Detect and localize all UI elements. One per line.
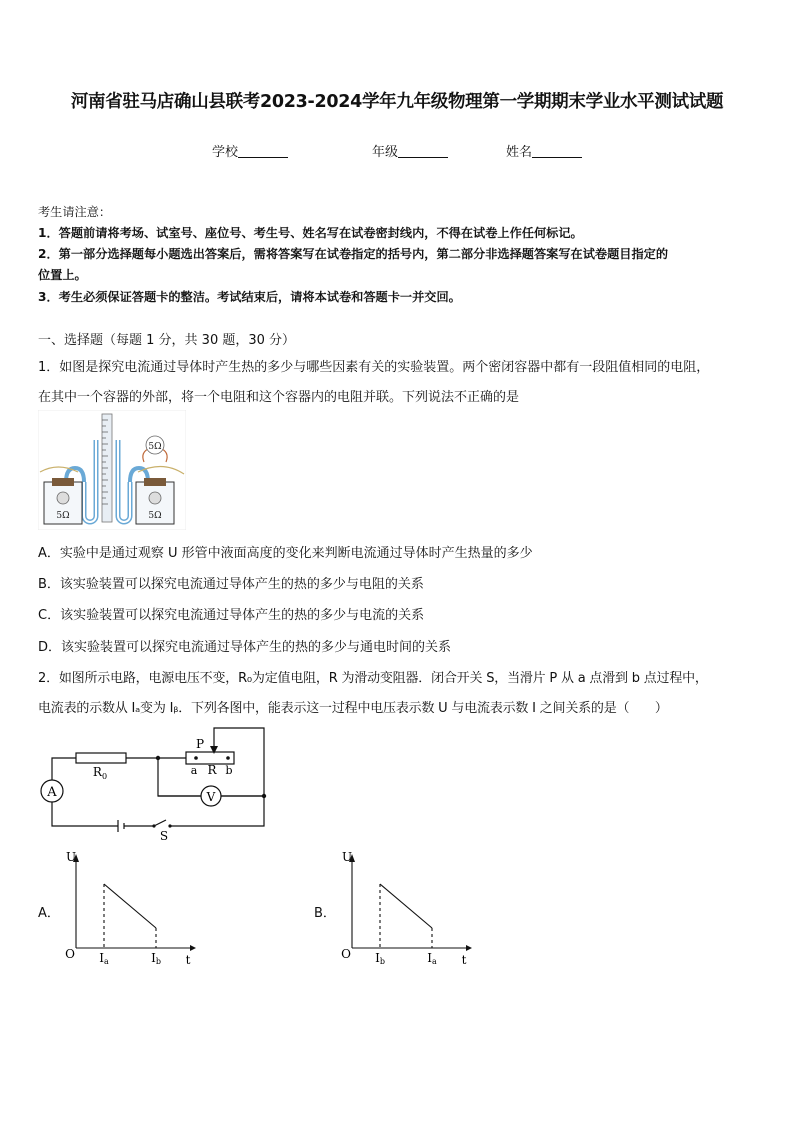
right-resistor-label: 5Ω [148, 511, 162, 521]
q1-option-d: D．该实验装置可以探究电流通过导体产生的热的多少与通电时间的关系 [38, 640, 452, 655]
q1-option-c: C．该实验装置可以探究电流通过导体产生的热的多少与电流的关系 [38, 608, 425, 623]
graph-b-origin: O [341, 947, 351, 961]
page-title: 河南省驻马店确山县联考2023-2024学年九年级物理第一学期期末学业水平测试试题 [70, 92, 724, 112]
q2-line-1: 2．如图所示电路，电源电压不变，R₀为定值电阻，R 为滑动变阻器．闭合开关 S，当滑片 P 从 a 点滑到 b 点过程中， [38, 671, 708, 686]
graph-b-tick-1: Ib [375, 951, 385, 966]
graph-a-line [104, 884, 156, 928]
q2-graph-a [62, 846, 202, 970]
q2-circuit-diagram [38, 724, 278, 844]
graph-b-line [380, 884, 432, 928]
school-field [212, 141, 288, 160]
graph-a-origin: O [65, 947, 75, 961]
q2-graph-b [338, 846, 478, 970]
q2-line-2: 电流表的示数从 Iₐ变为 Iᵦ．下列各图中，能表示这一过程中电压表示数 U 与电流表示数 I 之间关系的是（ ） [38, 701, 668, 716]
rheostat-label: R [207, 763, 217, 777]
point-a-label: a [190, 764, 198, 777]
graph-a-tick-2: Ib [151, 951, 161, 966]
notice-item: 2．第一部分选择题每小题选出答案后，需将答案写在试卷指定的括号内，第二部分非选择题答案写在试卷题目指定的 [38, 247, 669, 261]
ammeter-label: A [47, 785, 57, 800]
q2-option-a-label: A． [38, 906, 60, 921]
switch-label: S [159, 829, 169, 843]
r0-label: $R_0$ [92, 765, 108, 781]
graph-a-y-label: U [65, 850, 77, 864]
q1-option-b: B．该实验装置可以探究电流通过导体产生的热的多少与电阻的关系 [38, 577, 424, 592]
notice-item: 1．答题前请将考场、试室号、座位号、考生号、姓名写在试卷密封线内，不得在试卷上作任何标记。 [38, 226, 583, 240]
q2-option-b-label: B． [314, 906, 336, 921]
point-b-label: b [225, 764, 233, 777]
graph-a-x-label: t [185, 953, 191, 967]
name-blank[interactable] [532, 145, 582, 158]
q1-option-a: A．实验中是通过观察 U 形管中液面高度的变化来判断电流通过导体时产生热量的多少 [38, 546, 533, 561]
graph-b-y-label: U [341, 850, 353, 864]
slider-p-label: P [195, 737, 205, 751]
school-blank[interactable] [238, 145, 288, 158]
section-heading: 一、选择题（每题 1 分，共 30 题，30 分） [38, 333, 296, 348]
name-field [506, 141, 582, 160]
q1-apparatus-figure [38, 410, 186, 530]
notice-item: 位置上。 [38, 268, 87, 282]
school-label: 学校 [212, 145, 239, 160]
name-label: 姓名 [506, 145, 533, 160]
graph-b-tick-2: Ia [427, 951, 437, 966]
fixed-resistor-r0 [76, 753, 126, 763]
q1-line-2: 在其中一个容器的外部，将一个电阻和这个容器内的电阻并联。下列说法不正确的是 [38, 390, 520, 405]
graph-a-tick-1: Ia [99, 951, 109, 966]
notice-heading: 考生请注意： [38, 205, 112, 219]
voltmeter-label: V [206, 790, 216, 804]
q1-line-1: 1．如图是探究电流通过导体时产生热的多少与哪些因素有关的实验装置。两个密闭容器中都有一段阻值相同的电阻， [38, 360, 710, 375]
grade-label: 年级 [372, 145, 399, 160]
grade-blank[interactable] [398, 145, 448, 158]
graph-b-x-label: t [461, 953, 467, 967]
notice-item: 3．考生必须保证答题卡的整洁。考试结束后，请将本试卷和答题卡一并交回。 [38, 290, 461, 304]
outside-resistor-label: 5Ω [148, 442, 162, 452]
left-resistor-label: 5Ω [56, 511, 70, 521]
grade-field [372, 141, 448, 160]
